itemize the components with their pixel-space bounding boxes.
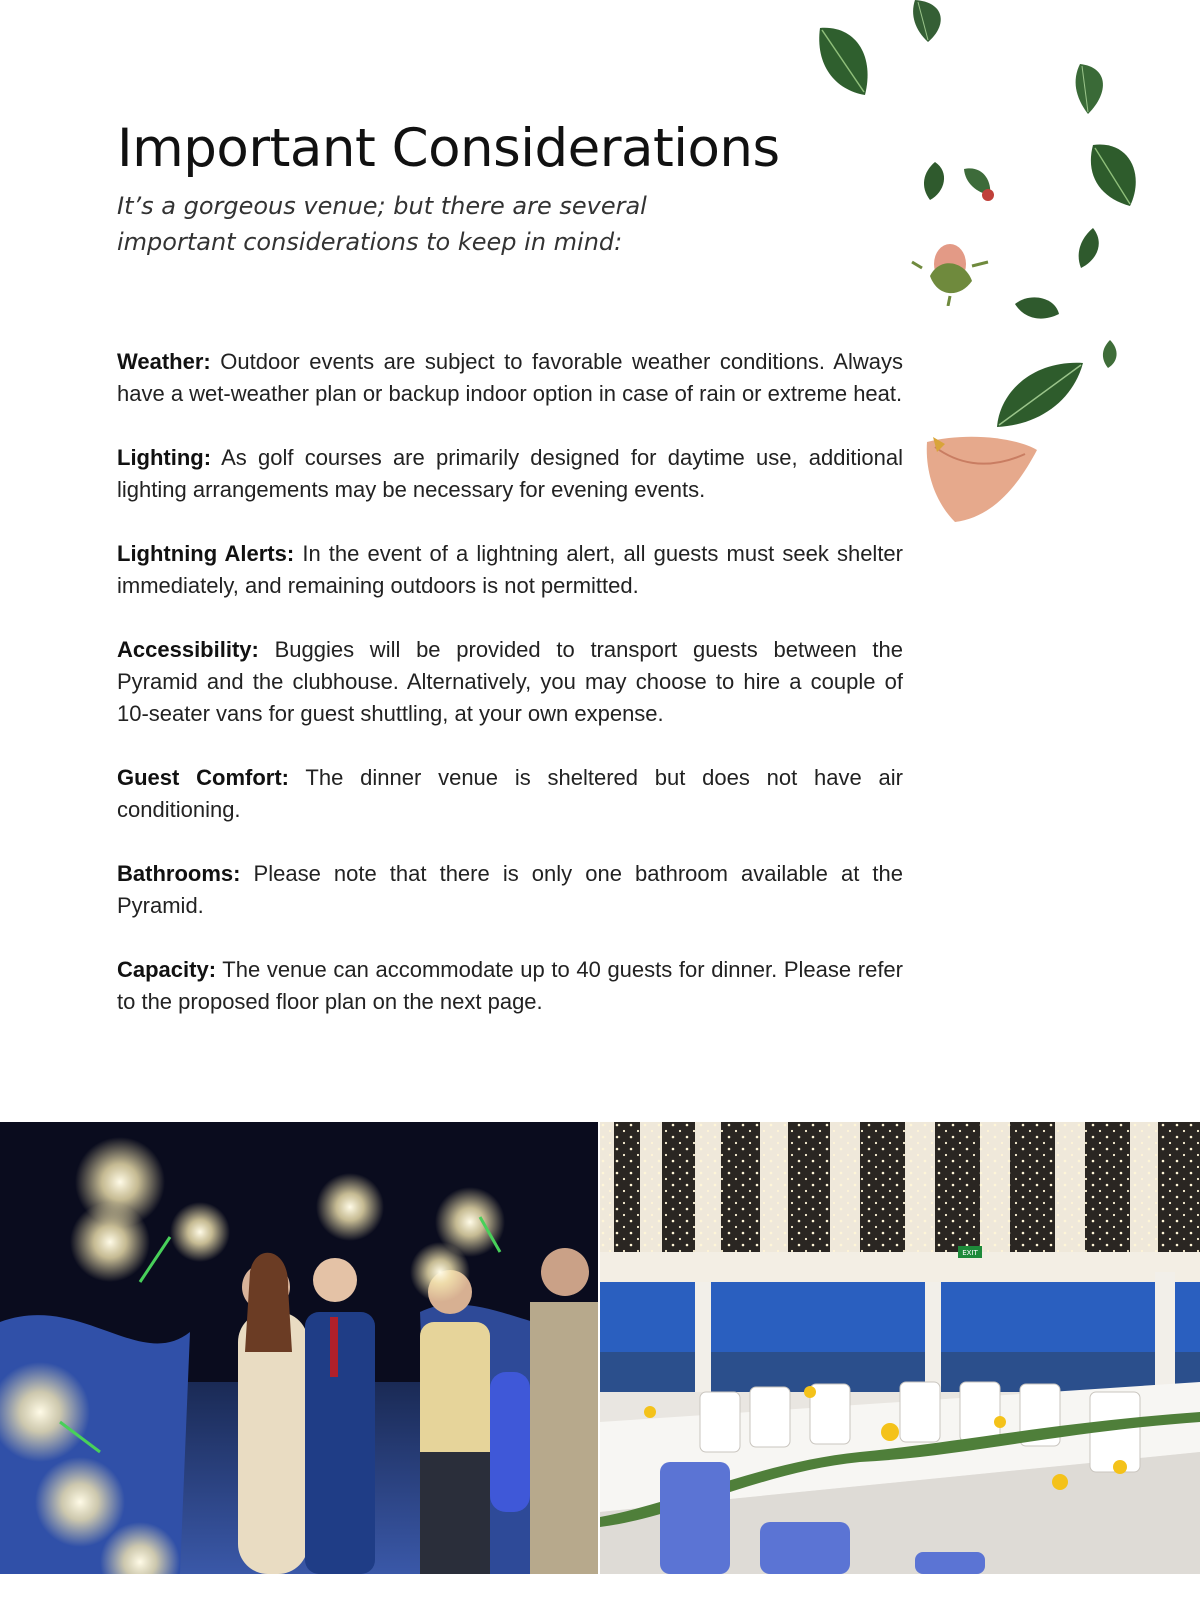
dinner-venue-photo <box>600 1122 1200 1574</box>
consideration-label: Lightning Alerts: <box>117 541 295 566</box>
consideration-weather <box>117 346 903 410</box>
consideration-capacity <box>117 954 903 1018</box>
consideration-text: The venue can accommodate up to 40 guests for dinner. Please refer to the proposed floor plan on the next page. <box>117 957 903 1014</box>
sparkler-send-off-photo <box>0 1122 598 1574</box>
leaf-icon <box>995 355 1085 430</box>
consideration-label: Accessibility: <box>117 637 259 662</box>
leaf-icon <box>1015 292 1060 322</box>
page-title: Important Considerations <box>117 118 780 179</box>
consideration-text: In the event of a lightning alert, all guests must seek shelter immediately, and remaining outdoors is not permitted. <box>117 541 903 598</box>
dinner-venue-photo-icon <box>600 1122 1200 1574</box>
consideration-accessibility <box>117 634 903 730</box>
leaf-icon <box>1085 140 1145 210</box>
consideration-label: Capacity: <box>117 957 217 982</box>
sparkler-send-off-photo-icon <box>0 1122 598 1574</box>
consideration-text: The dinner venue is sheltered but does not have air conditioning. <box>117 765 904 822</box>
leaf-icon <box>1075 228 1103 268</box>
leaf-icon <box>920 162 950 200</box>
exit-sign-text: EXIT <box>962 1249 978 1257</box>
petal-icon <box>925 432 1040 524</box>
page-subtitle: It’s a gorgeous venue; but there are several important considerations to keep in mind: <box>117 192 647 256</box>
consideration-label: Lighting: <box>117 445 212 470</box>
consideration-label: Bathrooms: <box>117 861 241 886</box>
leaf-icon <box>1100 340 1120 368</box>
consideration-label: Guest Comfort: <box>117 765 290 790</box>
consideration-text: Outdoor events are subject to favorable weather conditions. Always have a wet-weather plan or backup indoor option in case of rain or extreme heat. <box>117 349 903 406</box>
rosebud-icon <box>962 165 998 203</box>
consideration-lightning-alerts <box>117 538 903 602</box>
leaf-icon <box>810 20 880 100</box>
consideration-label: Weather: <box>117 349 211 374</box>
consideration-lighting <box>117 442 903 506</box>
consideration-guest-comfort <box>117 762 903 826</box>
leaf-icon <box>910 0 950 45</box>
consideration-text: Buggies will be provided to transport guests between the Pyramid and the clubhouse. Alternatively, you may choose to hire a couple of 10-seater vans for guest shuttling, at your own expense. <box>117 637 903 726</box>
rosebud-icon <box>910 236 990 306</box>
consideration-text: Please note that there is only one bathroom available at the Pyramid. <box>117 861 903 918</box>
leaf-icon <box>1070 62 1110 117</box>
consideration-bathrooms <box>117 858 903 922</box>
considerations-list <box>117 346 903 1050</box>
consideration-text: As golf courses are primarily designed for daytime use, additional lighting arrangements may be necessary for evening events. <box>117 445 903 502</box>
